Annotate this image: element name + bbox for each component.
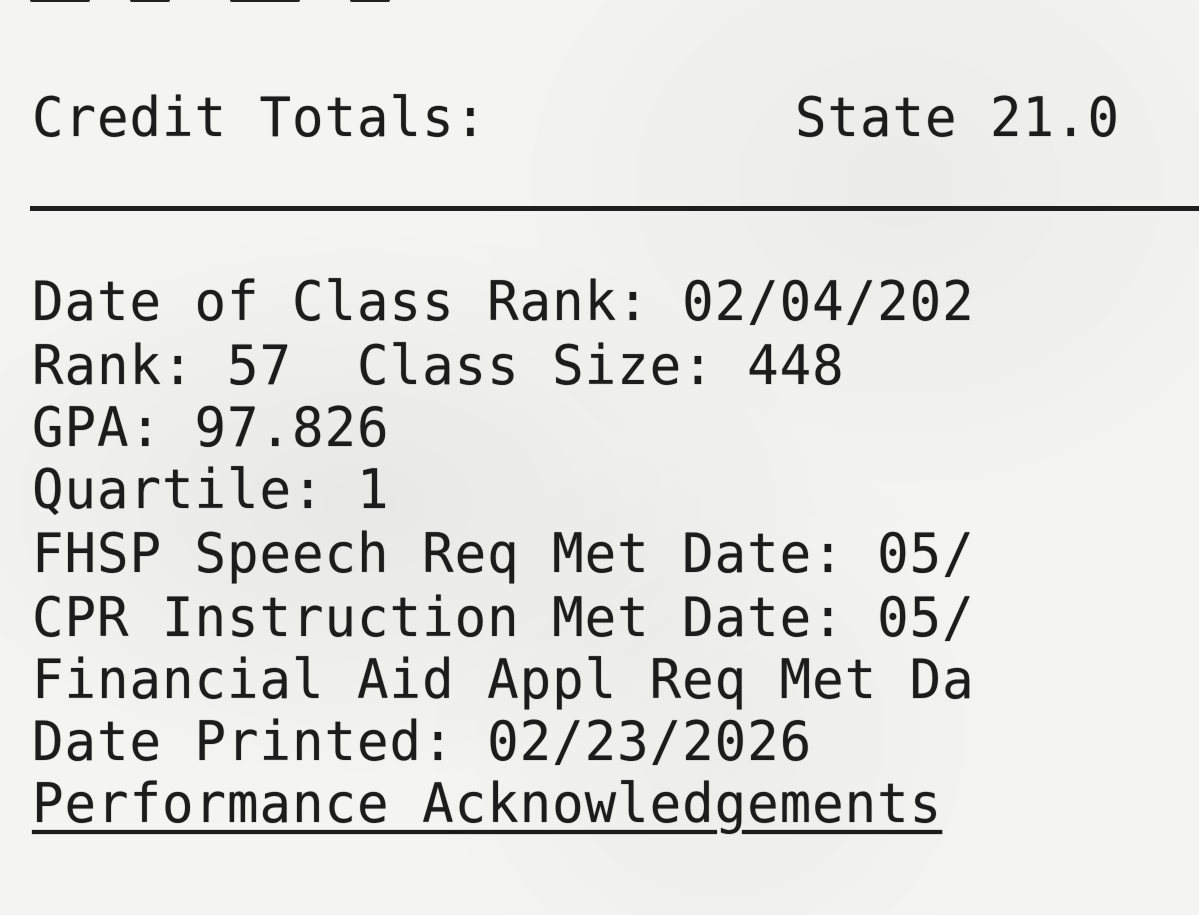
quartile: Quartile: 1 (32, 458, 390, 521)
section-divider (30, 206, 1199, 211)
performance-acknowledgements-heading: Performance Acknowledgements (32, 772, 943, 835)
credit-totals-label: Credit Totals: (32, 86, 488, 149)
rank-class-size: Rank: 57 Class Size: 448 (32, 334, 845, 397)
gpa: GPA: 97.826 (32, 396, 390, 459)
date-printed: Date Printed: 02/23/2026 (32, 710, 813, 773)
fhsp-speech-req: FHSP Speech Req Met Date: 05/ (32, 522, 975, 585)
financial-aid-req: Financial Aid Appl Req Met Da (32, 648, 975, 711)
cpr-instruction: CPR Instruction Met Date: 05/ (32, 586, 975, 649)
cropped-top-text-fragment (20, 0, 420, 8)
class-rank-date: Date of Class Rank: 02/04/202 (32, 270, 975, 333)
credit-totals-value: State 21.0 (795, 86, 1121, 149)
